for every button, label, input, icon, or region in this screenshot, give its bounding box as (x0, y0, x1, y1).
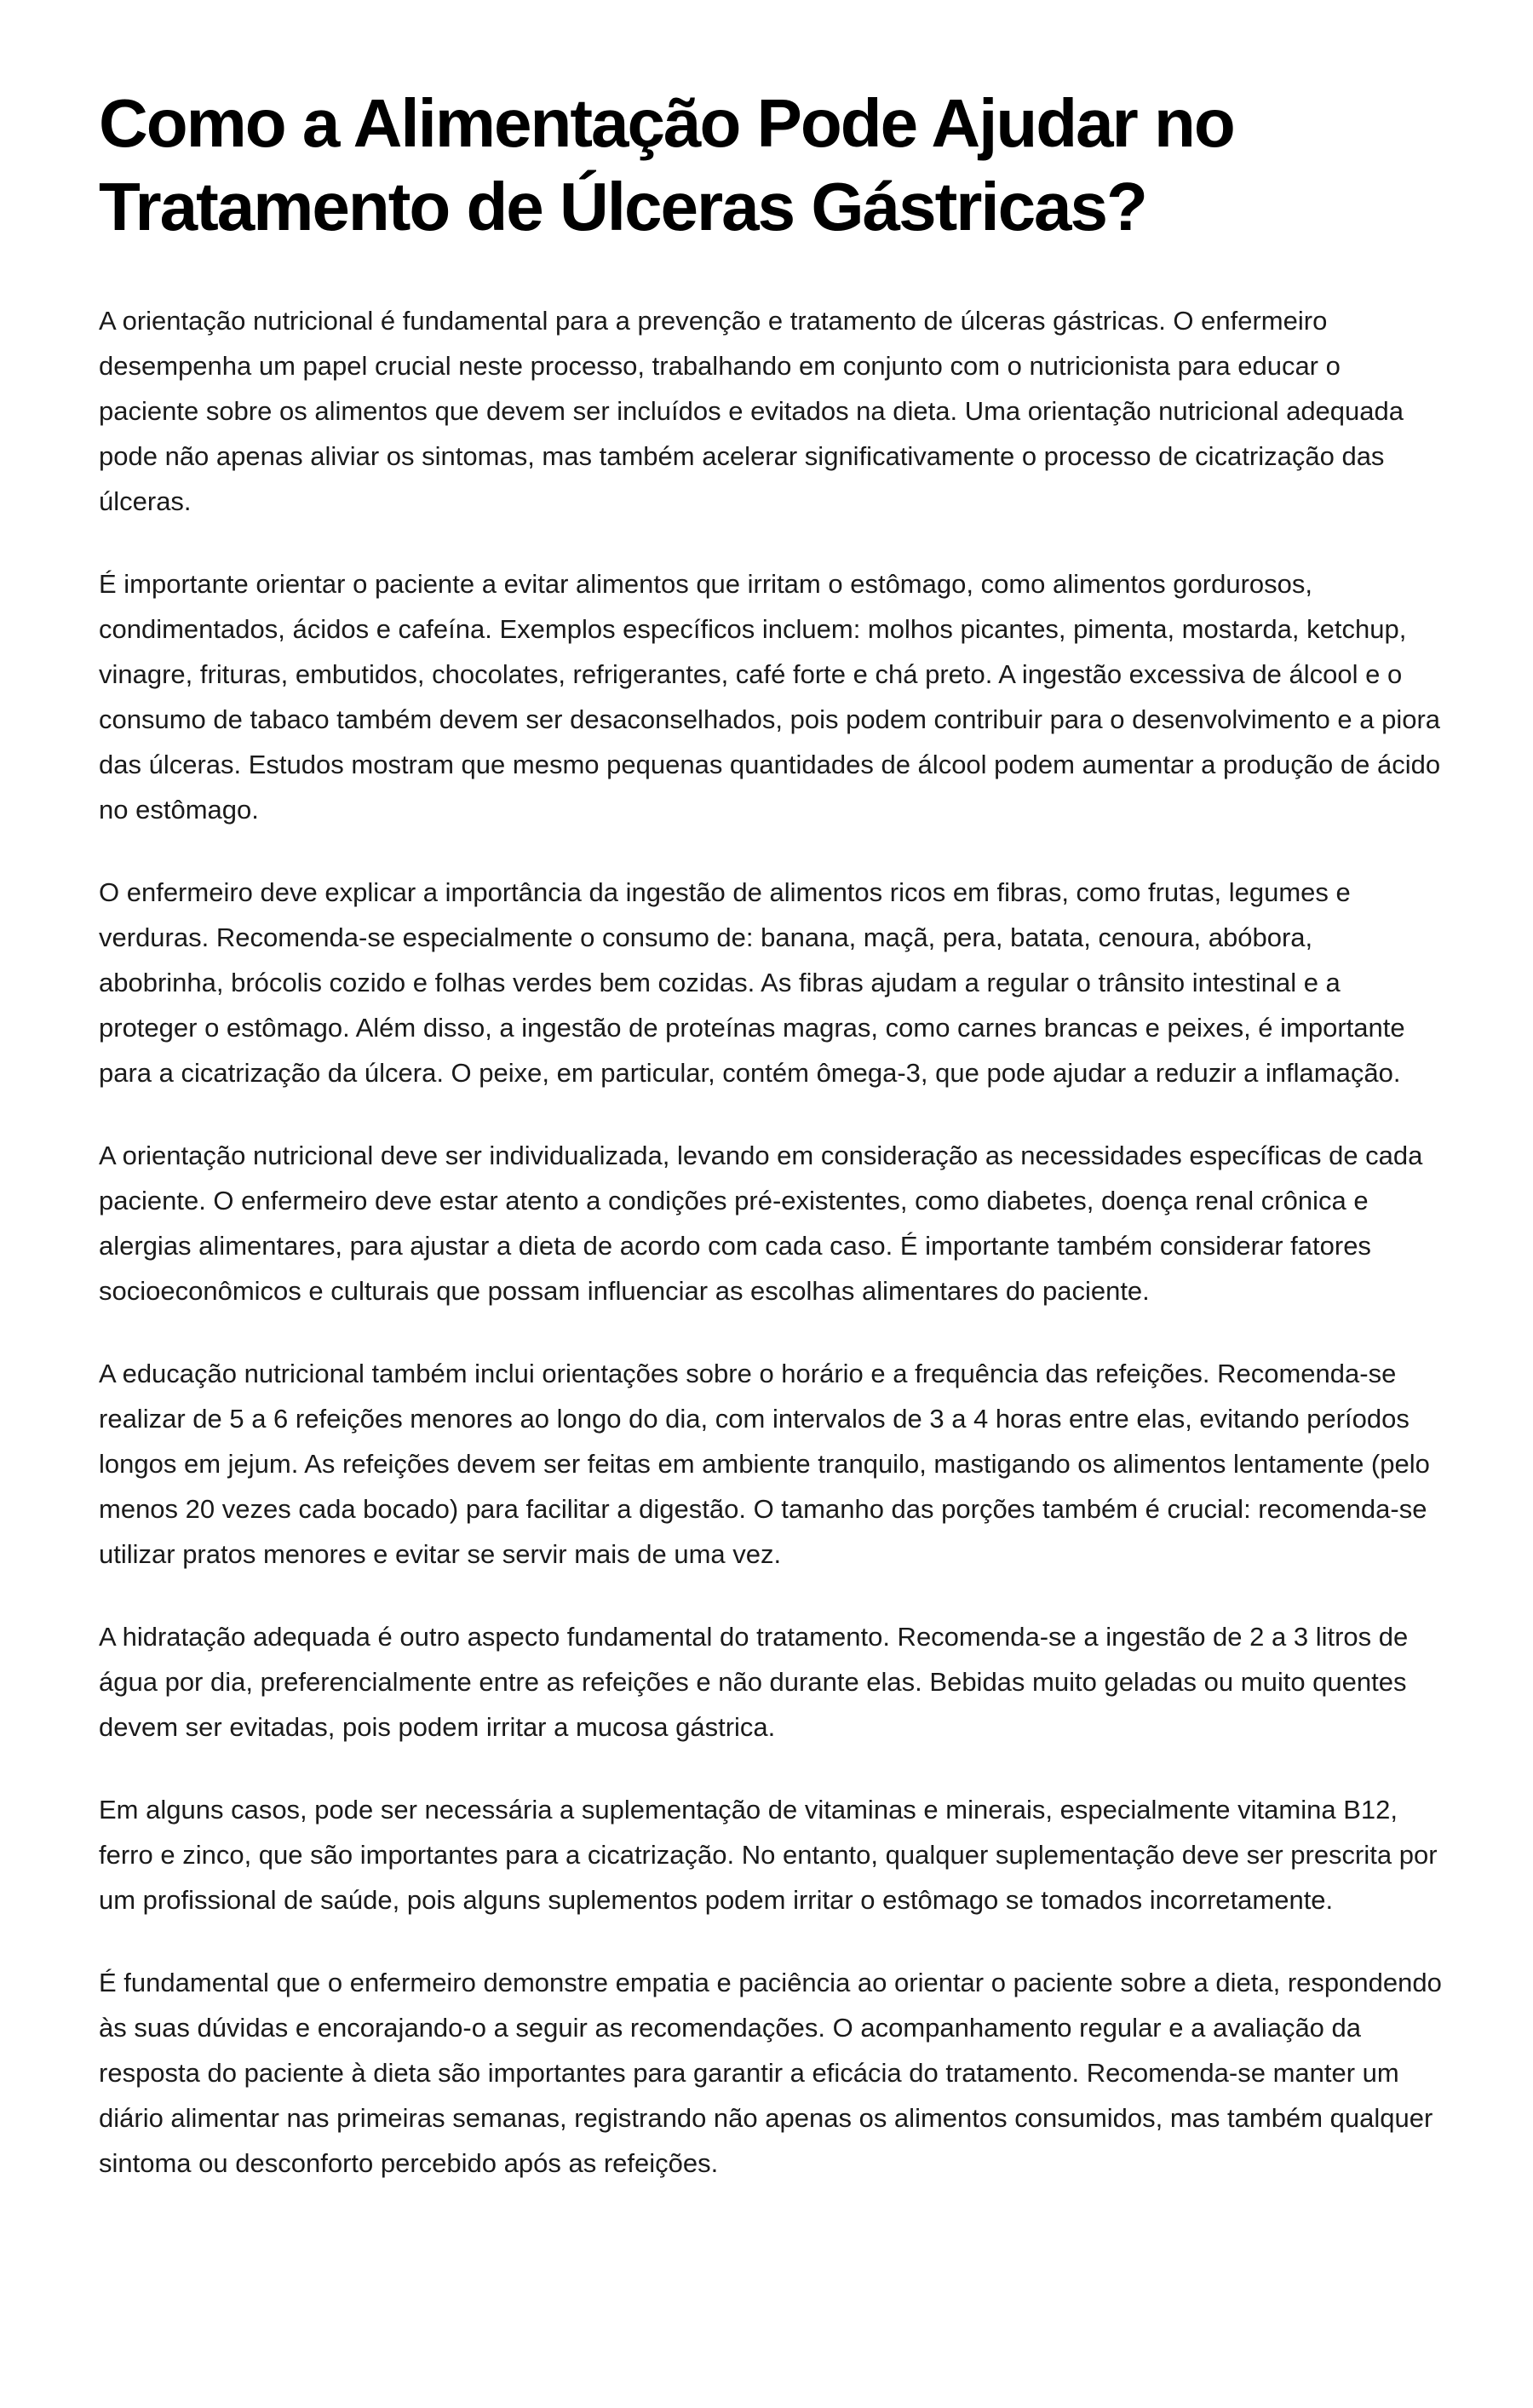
paragraph-recommended-foods: O enfermeiro deve explicar a importância da ingestão de alimentos ricos em fibras, como frutas, legumes e verduras. Recomenda-se especialmente o consumo de: banana, maçã, pera, batata, cenoura, abóbora, abobrinha, brócolis cozido e folhas verdes bem cozidas. As fibras ajudam a regular o trânsito intestinal e a proteger o estômago. Além disso, a ingestão de proteínas magras, como carnes brancas e peixes, é importante para a cicatrização da úlcera. O peixe, em particular, contém ômega-3, que pode ajudar a reduzir a inflamação. (99, 877, 1405, 1088)
paragraph-foods-to-avoid: É importante orientar o paciente a evitar alimentos que irritam o estômago, como alimentos gordurosos, condimentados, ácidos e cafeína. Exemplos específicos incluem: molhos picantes, pimenta, mostarda, ketchup, vinagre, frituras, embutidos, chocolates, refrigerantes, café forte e chá preto. A ingestão excessiva de álcool e o consumo de tabaco também devem ser desaconselhados, pois podem contribuir para o desenvolvimento e a piora das úlceras. Estudos mostram que mesmo pequenas quantidades de álcool podem aumentar a produção de ácido no estômago. (99, 569, 1441, 825)
paragraph-nutrition-guidance: A orientação nutricional é fundamental para a prevenção e tratamento de úlceras gástricas. O enfermeiro desempenha um papel crucial neste processo, trabalhando em conjunto com o nutricionista para educar o paciente sobre os alimentos que devem ser incluídos e evitados na dieta. Uma orientação nutricional adequada pode não apenas aliviar os sintomas, mas também acelerar significativamente o processo de cicatrização das úlceras. (99, 306, 1404, 516)
paragraph-meal-frequency: A educação nutricional também inclui orientações sobre o horário e a frequência das refeições. Recomenda-se realizar de 5 a 6 refeições menores ao longo do dia, com intervalos de 3 a 4 horas entre elas, evitando períodos longos em jejum. As refeições devem ser feitas em ambiente tranquilo, mastigando os alimentos lentamente (pelo menos 20 vezes cada bocado) para facilitar a digestão. O tamanho das porções também é crucial: recomenda-se utilizar pratos menores e evitar se servir mais de uma vez. (99, 1359, 1430, 1569)
page-title: Como a Alimentação Pode Ajudar no Tratamento de Úlceras Gástricas? (99, 85, 1234, 244)
article (99, 82, 1443, 2186)
paragraph-follow-up: É fundamental que o enfermeiro demonstre empatia e paciência ao orientar o paciente sobre a dieta, respondendo às suas dúvidas e encorajando-o a seguir as recomendações. O acompanhamento regular e a avaliação da resposta do paciente à dieta são importantes para garantir a eficácia do tratamento. Recomenda-se manter um diário alimentar nas primeiras semanas, registrando não apenas os alimentos consumidos, mas também qualquer sintoma ou desconforto percebido após as refeições. (99, 1968, 1442, 2178)
paragraph-hydration: A hidratação adequada é outro aspecto fundamental do tratamento. Recomenda-se a ingestão de 2 a 3 litros de água por dia, preferencialmente entre as refeições e não durante elas. Bebidas muito geladas ou muito quentes devem ser evitadas, pois podem irritar a mucosa gástrica. (99, 1622, 1409, 1742)
paragraph-individualized-diet: A orientação nutricional deve ser individualizada, levando em consideração as necessidades específicas de cada paciente. O enfermeiro deve estar atento a condições pré-existentes, como diabetes, doença renal crônica e alergias alimentares, para ajustar a dieta de acordo com cada caso. É importante também considerar fatores socioeconômicos e culturais que possam influenciar as escolhas alimentares do paciente. (99, 1141, 1423, 1306)
paragraph-supplementation: Em alguns casos, pode ser necessária a suplementação de vitaminas e minerais, especialmente vitamina B12, ferro e zinco, que são importantes para a cicatrização. No entanto, qualquer suplementação deve ser prescrita por um profissional de saúde, pois alguns suplementos podem irritar o estômago se tomados incorretamente. (99, 1795, 1438, 1915)
